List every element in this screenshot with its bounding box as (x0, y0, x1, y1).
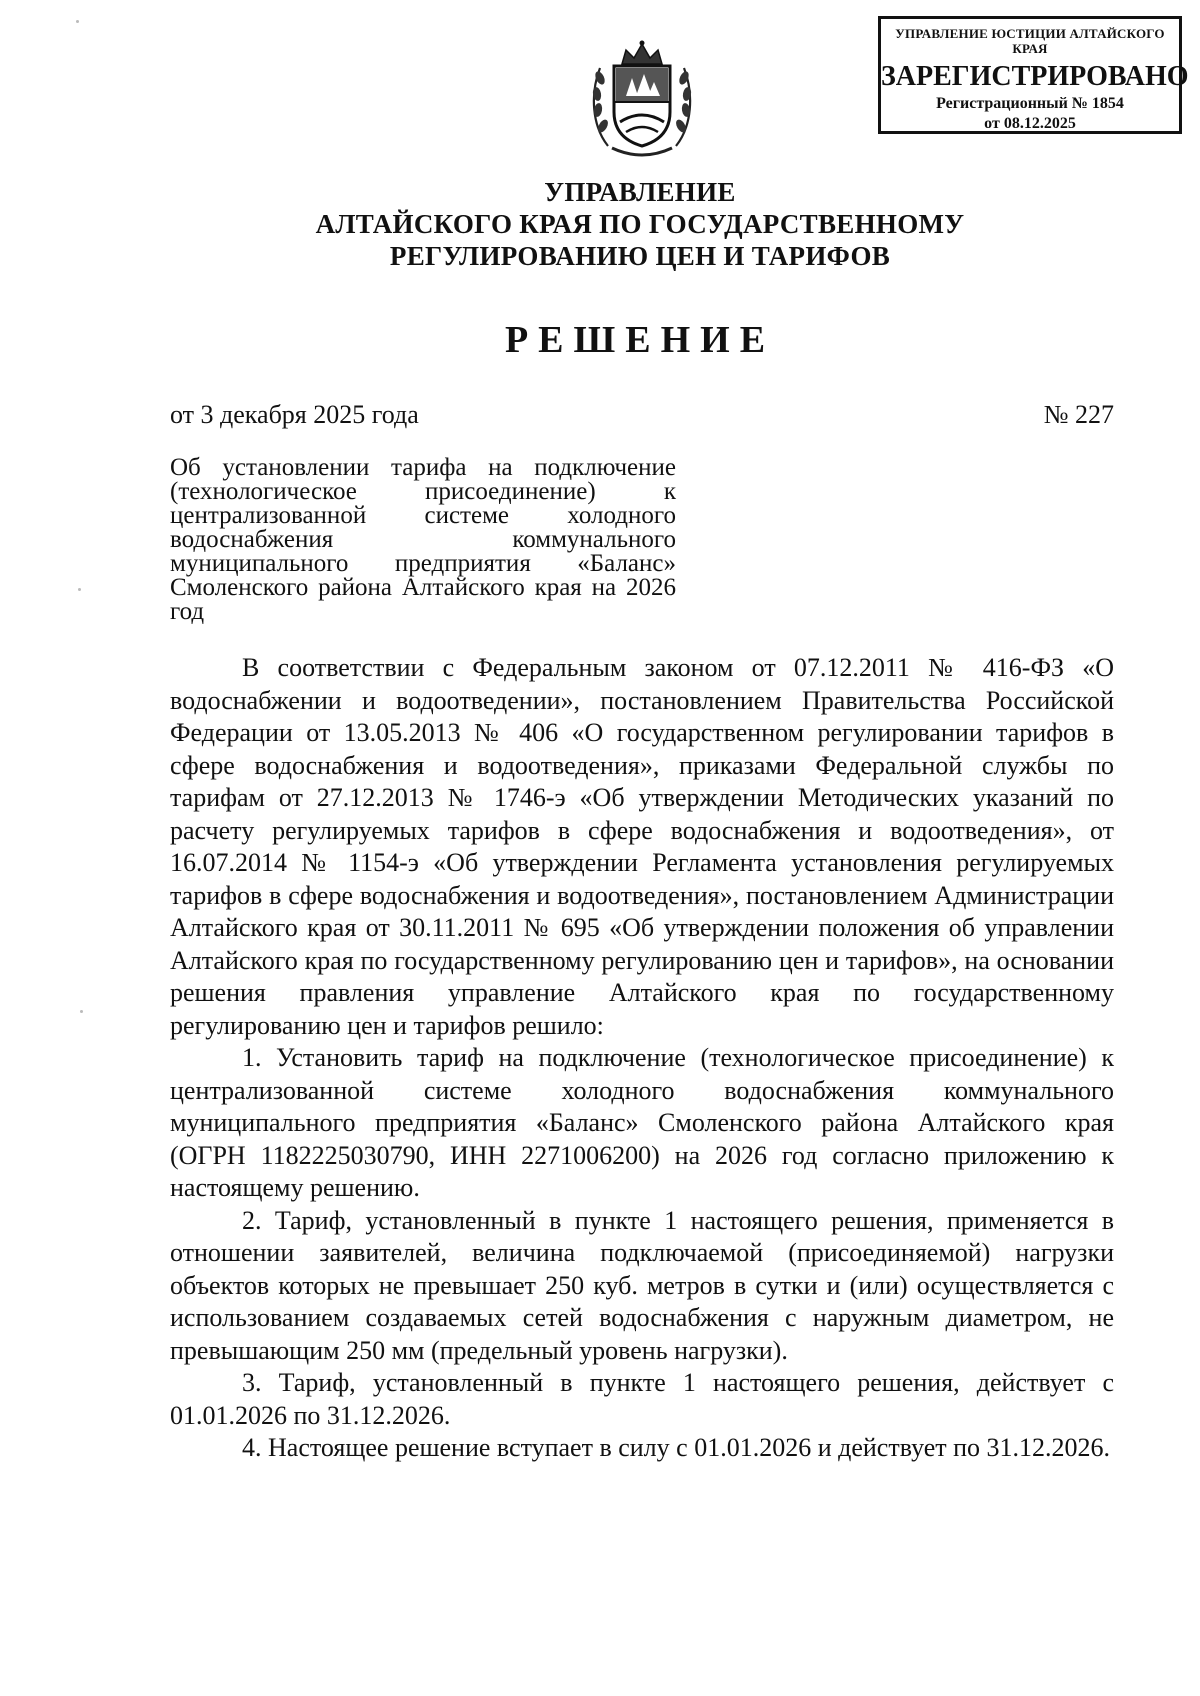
date-number-line (170, 400, 1114, 430)
clause-4: 4. Настоящее решение вступает в силу с 01.01.2026 и действует по 31.12.2026. (242, 1433, 1111, 1462)
authority-line-2: АЛТАЙСКОГО КРАЯ ПО ГОСУДАРСТВЕННОМУ (315, 209, 965, 239)
scan-speck (80, 1010, 83, 1013)
document-title: РЕШЕНИЕ (504, 319, 776, 361)
clause-1: 1. Установить тариф на подключение (технологическое присоединение) к централизованной системе холодного водоснабжения коммунального муниципального предприятия «Баланс» Смоленского района Алтайского края (ОГРН 1182225030790, ИНН 2271006200) на 2026 год согласно приложению к настоящему решению. (170, 1043, 1114, 1202)
scan-speck (78, 588, 81, 591)
authority-line-3: РЕГУЛИРОВАНИЮ ЦЕН И ТАРИФОВ (389, 241, 891, 271)
stamp-reg-date: от 08.12.2025 (984, 115, 1076, 132)
document-subject: Об установлении тарифа на подключение (технологическое присоединение) к централизованной системе холодного водоснабжения коммунального муниципального предприятия «Баланс» Смоленского района Алтайского края на 2026 год (170, 454, 676, 625)
stamp-reg-number: Регистрационный № 1854 (936, 95, 1124, 112)
preamble-paragraph: В соответствии с Федеральным законом от 07.12.2011 № 416-ФЗ «О водоснабжении и водоотведении», постановлением Правительства Российской Федерации от 13.05.2013 № 406 «О государственном регулировании тарифов в сфере водоснабжения и водоотведения», приказами Федеральной службы по тарифам от 27.12.2013 № 1746-э «Об утверждении Методических указаний по расчету регулируемых тарифов в сфере водоснабжения и водоотведения», от 16.07.2014 № 1154-э «Об утверждении Регламента установления регулируемых тарифов в сфере водоснабжения и водоотведения», постановлением Администрации Алтайского края от 30.11.2011 № 695 «Об утверждении положения об управлении Алтайского края по государственному регулированию цен и тарифов», на основании решения правления управление Алтайского края по государственному регулированию цен и тарифов решило: (170, 653, 1114, 1040)
authority-line-1: УПРАВЛЕНИЕ (544, 177, 736, 207)
document-date: от 3 декабря 2025 года (170, 400, 419, 429)
document-number: № 227 (1043, 400, 1114, 429)
registration-stamp (878, 16, 1189, 134)
clause-3: 3. Тариф, установленный в пункте 1 настоящего решения, действует с 01.01.2026 по 31.12.2026. (170, 1368, 1114, 1430)
document-body (170, 652, 1114, 1465)
altai-krai-coat-of-arms-icon (588, 38, 696, 162)
clause-2: 2. Тариф, установленный в пункте 1 настоящего решения, применяется в отношении заявителей, величина подключаемой (присоединяемой) нагрузки объектов которых не превышает 250 куб. метров в сутки и (или) осуществляется с использованием создаваемых сетей водоснабжения с наружным диаметром, не превышающим 250 мм (предельный уровень нагрузки). (170, 1205, 1114, 1365)
scan-speck (76, 20, 79, 23)
issuing-authority (200, 176, 1080, 272)
stamp-org: УПРАВЛЕНИЕ ЮСТИЦИИ АЛТАЙСКОГО КРАЯ (895, 26, 1165, 56)
stamp-status: ЗАРЕГИСТРИРОВАНО (881, 61, 1189, 92)
